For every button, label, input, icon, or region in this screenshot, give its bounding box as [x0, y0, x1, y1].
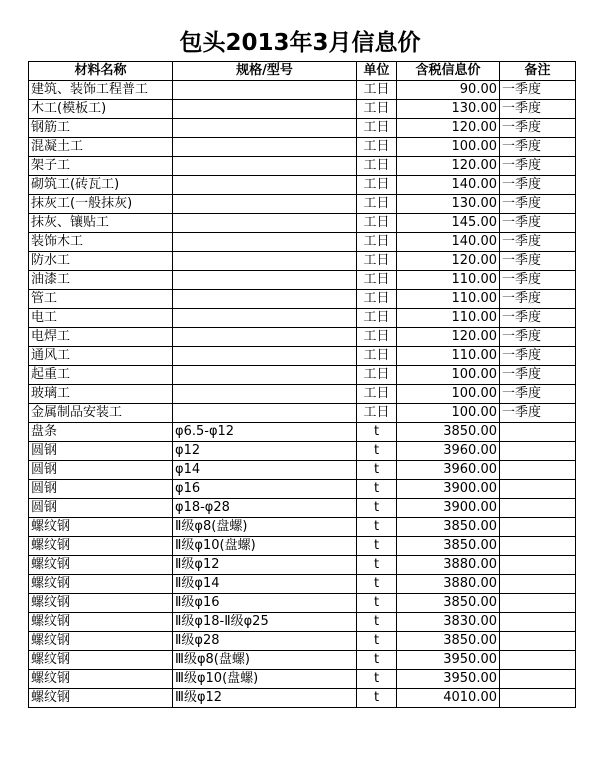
table-row	[29, 195, 576, 214]
cell-note	[500, 651, 576, 670]
cell-material-name: 螺纹钢	[29, 518, 173, 537]
table-row	[29, 499, 576, 518]
table-header-row	[29, 62, 576, 81]
cell-price: 120.00	[397, 328, 500, 347]
cell-spec: φ12	[173, 442, 357, 461]
cell-price: 100.00	[397, 366, 500, 385]
table-row	[29, 138, 576, 157]
cell-note	[500, 689, 576, 708]
cell-unit: 工日	[357, 252, 397, 271]
cell-material-name: 钢筋工	[29, 119, 173, 138]
cell-spec: Ⅱ级φ16	[173, 594, 357, 613]
table-row	[29, 385, 576, 404]
cell-unit: t	[357, 423, 397, 442]
cell-spec: Ⅱ级φ10(盘螺)	[173, 537, 357, 556]
cell-unit: 工日	[357, 404, 397, 423]
cell-unit: t	[357, 670, 397, 689]
cell-material-name: 电焊工	[29, 328, 173, 347]
cell-unit: t	[357, 689, 397, 708]
table-row	[29, 176, 576, 195]
cell-note	[500, 480, 576, 499]
cell-note	[500, 442, 576, 461]
cell-unit: 工日	[357, 81, 397, 100]
header-material-name: 材料名称	[29, 62, 173, 81]
table-row	[29, 309, 576, 328]
table-row	[29, 252, 576, 271]
cell-material-name: 螺纹钢	[29, 651, 173, 670]
cell-note: 一季度	[500, 347, 576, 366]
cell-material-name: 螺纹钢	[29, 594, 173, 613]
cell-note	[500, 613, 576, 632]
cell-spec	[173, 176, 357, 195]
cell-price: 100.00	[397, 404, 500, 423]
table-row	[29, 271, 576, 290]
cell-price: 3850.00	[397, 518, 500, 537]
cell-unit: 工日	[357, 309, 397, 328]
cell-material-name: 金属制品安装工	[29, 404, 173, 423]
cell-material-name: 混凝土工	[29, 138, 173, 157]
cell-note	[500, 461, 576, 480]
table-row	[29, 347, 576, 366]
cell-price: 90.00	[397, 81, 500, 100]
cell-material-name: 架子工	[29, 157, 173, 176]
cell-material-name: 盘条	[29, 423, 173, 442]
cell-material-name: 管工	[29, 290, 173, 309]
table-row	[29, 423, 576, 442]
cell-spec: φ18-φ28	[173, 499, 357, 518]
cell-spec: φ14	[173, 461, 357, 480]
cell-material-name: 圆钢	[29, 499, 173, 518]
cell-note: 一季度	[500, 271, 576, 290]
cell-spec: φ6.5-φ12	[173, 423, 357, 442]
cell-note: 一季度	[500, 157, 576, 176]
cell-spec: Ⅱ级φ8(盘螺)	[173, 518, 357, 537]
cell-price: 140.00	[397, 176, 500, 195]
cell-price: 140.00	[397, 233, 500, 252]
cell-price: 110.00	[397, 347, 500, 366]
price-table	[28, 61, 576, 708]
cell-spec: Ⅲ级φ8(盘螺)	[173, 651, 357, 670]
cell-unit: t	[357, 537, 397, 556]
cell-note: 一季度	[500, 252, 576, 271]
cell-price: 110.00	[397, 309, 500, 328]
cell-note: 一季度	[500, 233, 576, 252]
cell-spec	[173, 233, 357, 252]
cell-unit: 工日	[357, 100, 397, 119]
cell-unit: t	[357, 518, 397, 537]
cell-spec	[173, 385, 357, 404]
page-title: 包头2013年3月信息价	[179, 30, 421, 56]
cell-note: 一季度	[500, 404, 576, 423]
cell-unit: t	[357, 632, 397, 651]
table-row	[29, 233, 576, 252]
cell-note: 一季度	[500, 81, 576, 100]
cell-unit: t	[357, 480, 397, 499]
table-row	[29, 575, 576, 594]
cell-price: 110.00	[397, 290, 500, 309]
cell-material-name: 螺纹钢	[29, 632, 173, 651]
cell-spec: Ⅱ级φ12	[173, 556, 357, 575]
cell-material-name: 油漆工	[29, 271, 173, 290]
cell-spec: Ⅱ级φ14	[173, 575, 357, 594]
cell-note: 一季度	[500, 366, 576, 385]
table-row	[29, 442, 576, 461]
cell-unit: t	[357, 556, 397, 575]
cell-spec: Ⅱ级φ18-Ⅱ级φ25	[173, 613, 357, 632]
cell-price: 100.00	[397, 138, 500, 157]
cell-note	[500, 594, 576, 613]
cell-spec: Ⅲ级φ12	[173, 689, 357, 708]
cell-price: 100.00	[397, 385, 500, 404]
table-row	[29, 100, 576, 119]
cell-unit: t	[357, 613, 397, 632]
cell-unit: 工日	[357, 195, 397, 214]
cell-material-name: 防水工	[29, 252, 173, 271]
cell-spec: Ⅲ级φ10(盘螺)	[173, 670, 357, 689]
cell-unit: t	[357, 442, 397, 461]
cell-spec	[173, 404, 357, 423]
cell-price: 120.00	[397, 119, 500, 138]
cell-note	[500, 556, 576, 575]
cell-material-name: 圆钢	[29, 442, 173, 461]
cell-unit: 工日	[357, 347, 397, 366]
table-row	[29, 328, 576, 347]
cell-material-name: 螺纹钢	[29, 670, 173, 689]
cell-spec	[173, 100, 357, 119]
cell-note: 一季度	[500, 290, 576, 309]
cell-unit: 工日	[357, 233, 397, 252]
cell-unit: 工日	[357, 157, 397, 176]
table-row	[29, 404, 576, 423]
cell-spec	[173, 252, 357, 271]
header-unit: 单位	[357, 62, 397, 81]
cell-note	[500, 423, 576, 442]
cell-price: 3850.00	[397, 594, 500, 613]
cell-note	[500, 670, 576, 689]
cell-spec	[173, 214, 357, 233]
cell-material-name: 螺纹钢	[29, 537, 173, 556]
header-note: 备注	[500, 62, 576, 81]
table-row	[29, 81, 576, 100]
header-spec: 规格/型号	[173, 62, 357, 81]
cell-spec	[173, 347, 357, 366]
cell-price: 145.00	[397, 214, 500, 233]
cell-spec	[173, 138, 357, 157]
cell-price: 3960.00	[397, 461, 500, 480]
table-row	[29, 632, 576, 651]
cell-unit: 工日	[357, 271, 397, 290]
cell-unit: t	[357, 575, 397, 594]
cell-material-name: 螺纹钢	[29, 689, 173, 708]
cell-price: 3900.00	[397, 499, 500, 518]
cell-note: 一季度	[500, 100, 576, 119]
cell-note: 一季度	[500, 195, 576, 214]
header-price: 含税信息价	[397, 62, 500, 81]
cell-unit: 工日	[357, 328, 397, 347]
cell-material-name: 抹灰工(一般抹灰)	[29, 195, 173, 214]
table-row	[29, 613, 576, 632]
table-row	[29, 214, 576, 233]
cell-note: 一季度	[500, 309, 576, 328]
cell-note	[500, 632, 576, 651]
cell-note: 一季度	[500, 138, 576, 157]
table-body	[29, 81, 576, 708]
cell-unit: 工日	[357, 214, 397, 233]
cell-price: 120.00	[397, 252, 500, 271]
cell-note: 一季度	[500, 176, 576, 195]
cell-price: 3850.00	[397, 537, 500, 556]
cell-note	[500, 575, 576, 594]
cell-material-name: 螺纹钢	[29, 575, 173, 594]
table-row	[29, 480, 576, 499]
cell-price: 3900.00	[397, 480, 500, 499]
table-row	[29, 290, 576, 309]
cell-note: 一季度	[500, 214, 576, 233]
cell-spec	[173, 119, 357, 138]
cell-price: 3950.00	[397, 670, 500, 689]
cell-note	[500, 537, 576, 556]
cell-price: 3830.00	[397, 613, 500, 632]
cell-spec: Ⅱ级φ28	[173, 632, 357, 651]
cell-material-name: 电工	[29, 309, 173, 328]
cell-material-name: 砌筑工(砖瓦工)	[29, 176, 173, 195]
cell-note: 一季度	[500, 119, 576, 138]
table-row	[29, 537, 576, 556]
cell-unit: t	[357, 461, 397, 480]
cell-spec	[173, 195, 357, 214]
cell-price: 4010.00	[397, 689, 500, 708]
cell-price: 3850.00	[397, 423, 500, 442]
cell-material-name: 木工(模板工)	[29, 100, 173, 119]
cell-material-name: 螺纹钢	[29, 613, 173, 632]
table-row	[29, 651, 576, 670]
cell-spec	[173, 81, 357, 100]
cell-material-name: 圆钢	[29, 480, 173, 499]
table-row	[29, 157, 576, 176]
cell-note: 一季度	[500, 385, 576, 404]
cell-unit: 工日	[357, 176, 397, 195]
cell-price: 3880.00	[397, 556, 500, 575]
table-row	[29, 689, 576, 708]
cell-unit: 工日	[357, 119, 397, 138]
cell-material-name: 通风工	[29, 347, 173, 366]
cell-material-name: 玻璃工	[29, 385, 173, 404]
cell-note	[500, 518, 576, 537]
cell-price: 130.00	[397, 195, 500, 214]
cell-note	[500, 499, 576, 518]
cell-spec	[173, 271, 357, 290]
cell-spec	[173, 290, 357, 309]
cell-unit: t	[357, 594, 397, 613]
cell-material-name: 螺纹钢	[29, 556, 173, 575]
cell-spec	[173, 157, 357, 176]
table-row	[29, 594, 576, 613]
cell-spec: φ16	[173, 480, 357, 499]
cell-price: 110.00	[397, 271, 500, 290]
cell-unit: t	[357, 651, 397, 670]
cell-spec	[173, 366, 357, 385]
cell-unit: 工日	[357, 138, 397, 157]
cell-price: 3950.00	[397, 651, 500, 670]
cell-unit: 工日	[357, 290, 397, 309]
table-row	[29, 366, 576, 385]
table-row	[29, 670, 576, 689]
cell-unit: t	[357, 499, 397, 518]
cell-spec	[173, 328, 357, 347]
cell-price: 3850.00	[397, 632, 500, 651]
cell-price: 3880.00	[397, 575, 500, 594]
table-row	[29, 518, 576, 537]
cell-unit: 工日	[357, 366, 397, 385]
cell-spec	[173, 309, 357, 328]
table-row	[29, 461, 576, 480]
cell-price: 3960.00	[397, 442, 500, 461]
cell-material-name: 圆钢	[29, 461, 173, 480]
cell-material-name: 建筑、装饰工程普工	[29, 81, 173, 100]
cell-note: 一季度	[500, 328, 576, 347]
cell-unit: 工日	[357, 385, 397, 404]
cell-material-name: 装饰木工	[29, 233, 173, 252]
table-row	[29, 556, 576, 575]
cell-price: 130.00	[397, 100, 500, 119]
cell-material-name: 起重工	[29, 366, 173, 385]
table-row	[29, 119, 576, 138]
cell-material-name: 抹灰、镶贴工	[29, 214, 173, 233]
cell-price: 120.00	[397, 157, 500, 176]
